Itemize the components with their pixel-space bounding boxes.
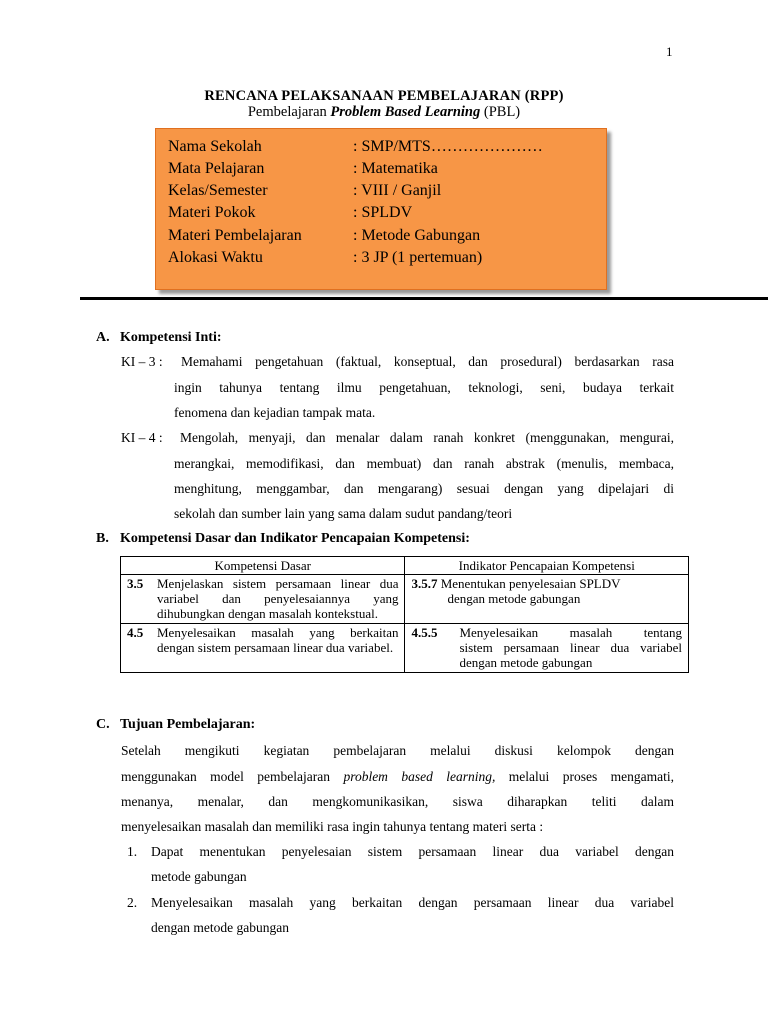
ki4-line: sekolah dan sumber lain yang sama dalam sudut pandang/teori (174, 506, 513, 521)
document-subtitle (0, 104, 768, 121)
identity-key: Nama Sekolah (168, 138, 262, 155)
list-item-text: Dapat menentukan penyelesaian sistem persamaan linear dua variabel dengan (151, 844, 674, 859)
list-item-text: metode gabungan (151, 869, 247, 884)
objective-paragraph-line: menanya, menalar, dan mengkomunikasikan, siswa diharapkan teliti dalam (121, 794, 674, 809)
identity-value: : Metode Gabungan (353, 227, 481, 244)
section-title: Kompetensi Inti: (120, 330, 222, 345)
text-span: melalui proses mengamati, (495, 769, 674, 784)
identity-value: : 3 JP (1 pertemuan) (353, 249, 483, 266)
section-c-heading (96, 717, 255, 733)
section-letter: A. (96, 330, 110, 345)
ki4-label: KI – 4 : (121, 430, 163, 445)
identity-key: Materi Pembelajaran (168, 227, 302, 244)
table-header-ipk: Indikator Pencapaian Kompetensi (405, 557, 689, 575)
identity-row (168, 158, 438, 180)
kd-text: Menjelaskan sistem persamaan linear dua variabel dan penyelesaiannya yang dihubungkan dengan masalah kontekstual. (157, 576, 399, 621)
identity-value: : VIII / Ganjil (353, 182, 442, 199)
ki4-line: Mengolah, menyaji, dan menalar dalam ranah konkret (menggunakan, mengurai, (180, 430, 674, 445)
ipk-text: sistem persamaan linear dua variabel dengan metode gabungan (459, 640, 682, 670)
identity-row (168, 202, 412, 224)
identity-row (168, 136, 543, 158)
table-header-row (121, 557, 689, 575)
ipk-text: dengan metode gabungan (447, 591, 581, 606)
ipk-number: 3.5.7 (411, 576, 438, 591)
kd-text: Menyelesaikan masalah yang berkaitan dengan sistem persamaan linear dua variabel. (157, 625, 399, 655)
identity-value: : Matematika (353, 160, 438, 177)
section-letter: C. (96, 717, 110, 732)
ipk-number: 4.5.5 (411, 625, 438, 640)
list-item-number: 1. (127, 844, 138, 859)
identity-key: Mata Pelajaran (168, 160, 265, 177)
ipk-cell (405, 575, 689, 624)
competency-table (120, 556, 689, 673)
section-a-heading (96, 330, 222, 346)
ipk-text: Menyelesaikan masalah tentang (459, 625, 682, 640)
objective-paragraph-line: Setelah mengikuti kegiatan pembelajaran melalui diskusi kelompok dengan (121, 743, 674, 758)
identity-row (168, 225, 480, 247)
ki4-line: menghitung, menggambar, dan mengarang) sesuai dengan yang dipelajari di (174, 481, 674, 496)
identity-box (155, 128, 607, 290)
kd-cell (121, 575, 405, 624)
identity-row (168, 180, 441, 202)
subtitle-suffix: (PBL) (480, 104, 521, 120)
identity-value: : SPLDV (353, 204, 413, 221)
identity-key: Materi Pokok (168, 204, 256, 221)
section-b-heading (96, 531, 470, 547)
ipk-text: Menentukan penyelesaian SPLDV (437, 576, 621, 591)
table-header-kd: Kompetensi Dasar (121, 557, 405, 575)
kd-number: 4.5 (127, 625, 144, 640)
kd-number: 3.5 (127, 576, 144, 591)
identity-key: Alokasi Waktu (168, 249, 263, 266)
ki4-line: merangkai, memodifikasi, dan membuat) dan ranah abstrak (menulis, membaca, (174, 456, 674, 471)
document-title: RENCANA PELAKSANAAN PEMBELAJARAN (RPP) (204, 88, 564, 104)
objective-paragraph-line (121, 769, 674, 785)
ipk-cell (405, 624, 689, 673)
model-name: problem based learning, (343, 769, 496, 784)
kd-cell (121, 624, 405, 673)
section-title: Tujuan Pembelajaran: (120, 717, 256, 732)
identity-row (168, 247, 482, 269)
horizontal-rule (80, 297, 768, 300)
table-row (121, 575, 689, 624)
identity-key: Kelas/Semester (168, 182, 268, 199)
section-title: Kompetensi Dasar dan Indikator Pencapaian Kompetensi: (120, 531, 470, 546)
objective-paragraph-line: menyelesaikan masalah dan memiliki rasa ingin tahunya tentang materi serta : (121, 819, 544, 834)
page-number: 1 (666, 44, 673, 59)
section-letter: B. (96, 531, 109, 546)
ki3-line: fenomena dan kejadian tampak mata. (174, 405, 376, 420)
text-span: menggunakan model pembelajaran (121, 769, 344, 784)
list-item-text: dengan metode gabungan (151, 920, 289, 935)
subtitle-prefix: Pembelajaran (247, 104, 331, 120)
table-row (121, 624, 689, 673)
list-item-number: 2. (127, 895, 138, 910)
ki3-label: KI – 3 : (121, 354, 163, 369)
ki3-line: Memahami pengetahuan (faktual, konseptual, dan prosedural) berdasarkan rasa (181, 354, 674, 369)
list-item-text: Menyelesaikan masalah yang berkaitan dengan persamaan linear dua variabel (151, 895, 674, 910)
subtitle-model: Problem Based Learning (330, 104, 481, 120)
ki3-line: ingin tahunya tentang ilmu pengetahuan, teknologi, seni, budaya terkait (174, 380, 674, 395)
identity-value: : SMP/MTS………………… (353, 138, 543, 155)
